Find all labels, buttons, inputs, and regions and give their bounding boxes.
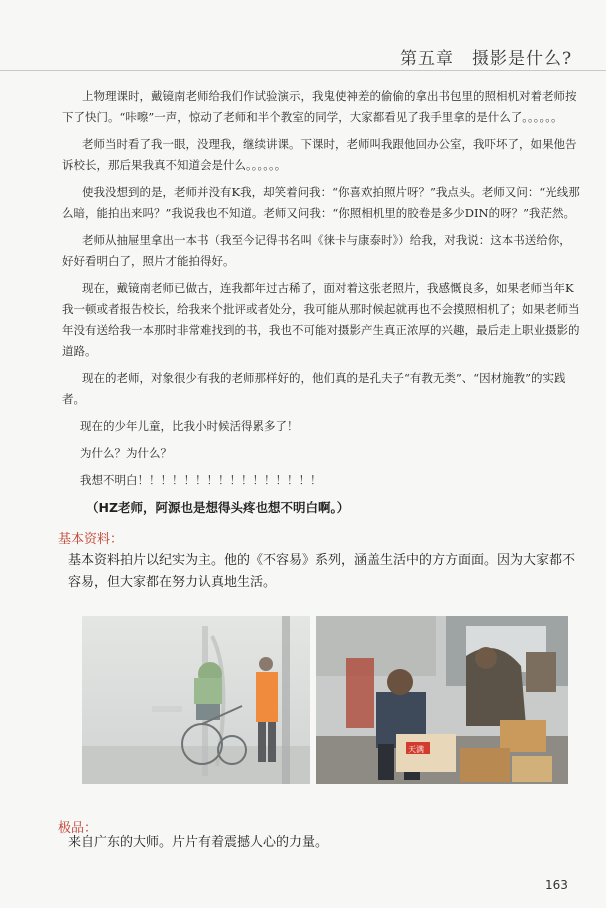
basic-info-label: 基本资料： — [58, 532, 124, 547]
story-line-8: 为什么？为什么？ — [80, 446, 172, 460]
story-body — [62, 86, 582, 524]
story-line-7: 现在的少年儿童，比我小时候活得累多了！ — [80, 419, 299, 433]
basic-info-text: 基本资料拍片以纪实为主。他的《不容易》系列，涵盖生活中的方方面面。因为大家都不容易，但大家都在努力认真地生活。 — [68, 553, 576, 590]
rating-text: 来自广东的大师。片片有着震撼人心的力量。 — [68, 835, 329, 850]
page-number: 163 — [545, 878, 568, 892]
story-paragraph-3: 使我没想到的是，老师并没有K我，却笑着问我：“你喜欢拍照片呀？”我点头。老师又问：“光线那么暗，能拍出来吗？”我说我也不知道。老师又问我：“你照相机里的胶卷是多少DIN的呀？”我茫然。 — [62, 185, 580, 220]
story-paragraph-1: 上物理课时，戴镜南老师给我们作试验演示，我鬼使神差的偷偷的拿出书包里的照相机对着老师按下了快门。“咔嚓”一声，惊动了老师和半个教室的同学，大家都看见了我手里拿的是什么了。。。。。。 — [62, 89, 577, 124]
story-paragraph-2: 老师当时看了我一眼，没理我，继续讲课。下课时，老师叫我跟他回办公室，我吓坏了，如果他告诉校长，那后果我真不知道会是什么。。。。。。 — [62, 137, 577, 172]
story-paragraph-6: 现在的老师，对象很少有我的老师那样好的，他们真的是孔夫子“有教无类”、“因材施教”的实践者。 — [62, 371, 566, 406]
editor-note: （HZ老师，阿源也是想得头疼也想不明白啊。） — [86, 500, 350, 515]
rating-label: 极品： — [58, 821, 98, 836]
photo-foggy-street — [82, 616, 310, 784]
story-paragraph-4: 老师从抽屉里拿出一本书（我至今记得书名叫《徕卡与康泰时》）给我，对我说：这本书送给你，好好看明白了，照片才能拍得好。 — [62, 233, 571, 268]
photo-market-vendors — [316, 616, 568, 784]
chapter-title: 第五章 摄影是什么? — [400, 49, 573, 69]
box-label: 天满 — [408, 745, 424, 754]
header-rule — [0, 70, 606, 71]
story-line-9: 我想不明白！！！！！！！！！！！！！！！！ — [80, 473, 322, 487]
story-paragraph-5: 现在，戴镜南老师已做古，连我都年过古稀了，面对着这张老照片，我感慨良多，如果老师当年K我一顿或者报告校长，给我来个批评或者处分，我可能从那时候起就再也不会摸照相机了；如果老师当年没有送给我一本那时非常难找到的书，我也不可能对摄影产生真正浓厚的兴趣，最后走上职业摄影的道路。 — [62, 281, 580, 358]
